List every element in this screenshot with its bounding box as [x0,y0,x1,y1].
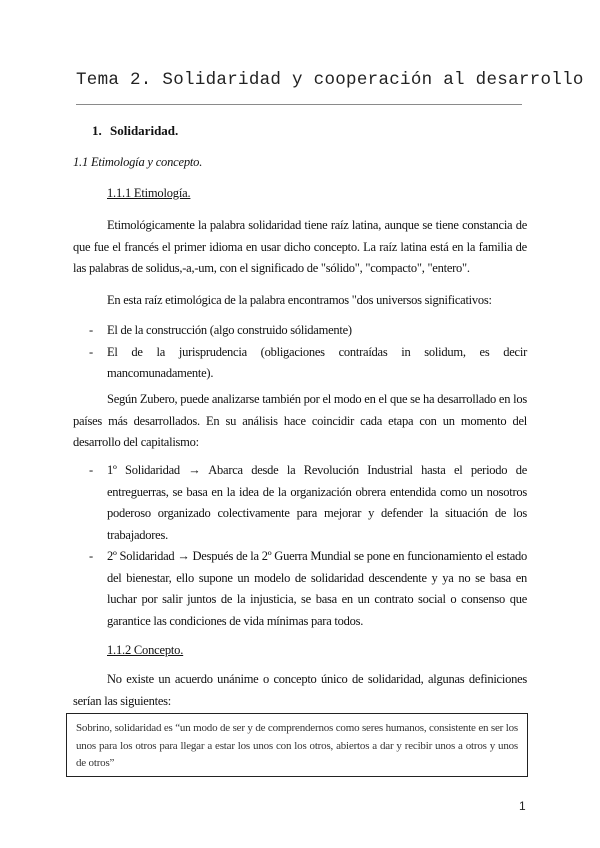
section-number: 1. [92,123,102,138]
list-item-text: 1º Solidaridad → Abarca desde la Revolución Industrial hasta el periodo de entreguerras, se basa en la idea de la organización obrera entendida como un nosotros poderoso organizado colectivamente para mejorar y defender la situación de los trabajadores. [107,463,527,542]
quote-text: Sobrino, solidaridad es “un modo de ser y de comprendernos como seres humanos, consistente en ser los unos para los otros para llegar a estar los unos con los otros, abiertos a dar y recibir unos a otros y unos de otros” [76,722,518,769]
paragraph-etymology: Etimológicamente la palabra solidaridad tiene raíz latina, aunque se tiene constancia de que fue el francés el primer idioma en usar dicho concepto. La raíz latina está en la familia de las palabras de solidus,-a,-um, con el significado de "sólido", "compacto", "entero". [73,218,527,275]
paragraph-universes: En esta raíz etimológica de la palabra encontramos "dos universos significativos: [107,293,492,307]
stages-list [73,460,527,632]
list-item [73,546,527,632]
list-item [73,460,527,546]
list-item-text: El de la construcción (algo construido sólidamente) [107,323,352,337]
dash-bullet: - [89,463,93,477]
dash-bullet: - [89,323,93,337]
title-divider [76,104,522,105]
paragraph-definitions: No existe un acuerdo unánime o concepto único de solidaridad, algunas definiciones serían las siguientes: [73,672,527,708]
quote-box [66,713,528,777]
universes-list [73,320,527,385]
page-number: 1 [519,799,526,813]
document-title: Tema 2. Solidaridad y cooperación al desarrollo [76,70,584,90]
sub-subsection-heading-etimologia: 1.1.1 Etimología. [107,186,191,200]
paragraph-zubero: Según Zubero, puede analizarse también por el modo en el que se ha desarrollado en los países más desarrollados. En su análisis hace coincidir cada etapa con un momento del desarrollo del capitalismo: [73,392,527,449]
section-label: Solidaridad. [110,123,179,138]
list-item-text: 2º Solidaridad → Después de la 2º Guerra Mundial se pone en funcionamiento el estado del bienestar, ello supone un modelo de solidaridad descendente y ya no se basa en luchar por salir juntos de la injusticia, se basa en un contrato social o consenso que garantice las condiciones de vida mínimas para todos. [107,549,527,628]
subsection-heading: 1.1 Etimología y concepto. [73,155,203,169]
sub-subsection-heading-concepto: 1.1.2 Concepto. [107,643,184,657]
dash-bullet: - [89,344,93,359]
dash-bullet: - [89,549,93,563]
section-heading [92,123,178,139]
list-item [73,342,527,385]
list-item-text: El de la jurisprudencia (obligaciones contraídas in solidum, es decir mancomunadamente). [107,344,527,380]
list-item [73,320,527,342]
